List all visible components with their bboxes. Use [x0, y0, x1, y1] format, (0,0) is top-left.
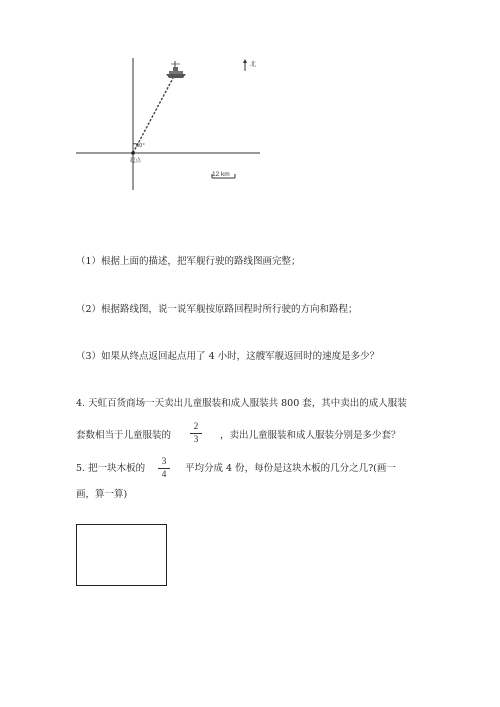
start-label: 起点: [130, 158, 142, 164]
ship-icon: [166, 61, 186, 78]
question-4-line-2-start: 套数相当于儿童服装的: [76, 430, 172, 441]
scale-label: 12 km: [212, 171, 230, 178]
route-line: [133, 78, 173, 153]
question-4-line-1: 4. 天虹百货商场一天卖出儿童服装和成人服装共 800 套，其中卖出的成人服装: [76, 398, 407, 409]
question-3: （3）如果从终点返回起点用了 4 小时，这艘军舰返回时的速度是多少？: [76, 351, 380, 362]
start-point: [131, 151, 135, 155]
drawing-box[interactable]: [76, 524, 167, 586]
question-5-line-1-start: 5. 把一块木板的: [76, 463, 146, 474]
question-5-line-1-end: 平均分成 4 份，每份是这块木板的几分之几?(画一: [185, 463, 396, 474]
fraction-numerator: 2: [193, 422, 199, 432]
question-4-line-2-end: ，卖出儿童服装和成人服装分别是多少套？: [220, 430, 401, 441]
question-5-line-2: 画，算一算): [76, 489, 128, 500]
question-5-fraction: [156, 457, 172, 480]
angle-label: 60°: [136, 143, 145, 149]
fraction-denominator: 4: [161, 470, 167, 480]
fraction-numerator: 3: [161, 457, 167, 467]
question-2: （2）根据路线图，说一说军舰按原路回程时所行驶的方向和路程；: [76, 304, 358, 315]
north-label: 北: [250, 61, 257, 68]
question-1: （1）根据上面的描述，把军舰行驶的路线图画完整；: [76, 256, 301, 267]
fraction-denominator: 3: [193, 435, 199, 445]
question-4-fraction: [188, 422, 204, 445]
